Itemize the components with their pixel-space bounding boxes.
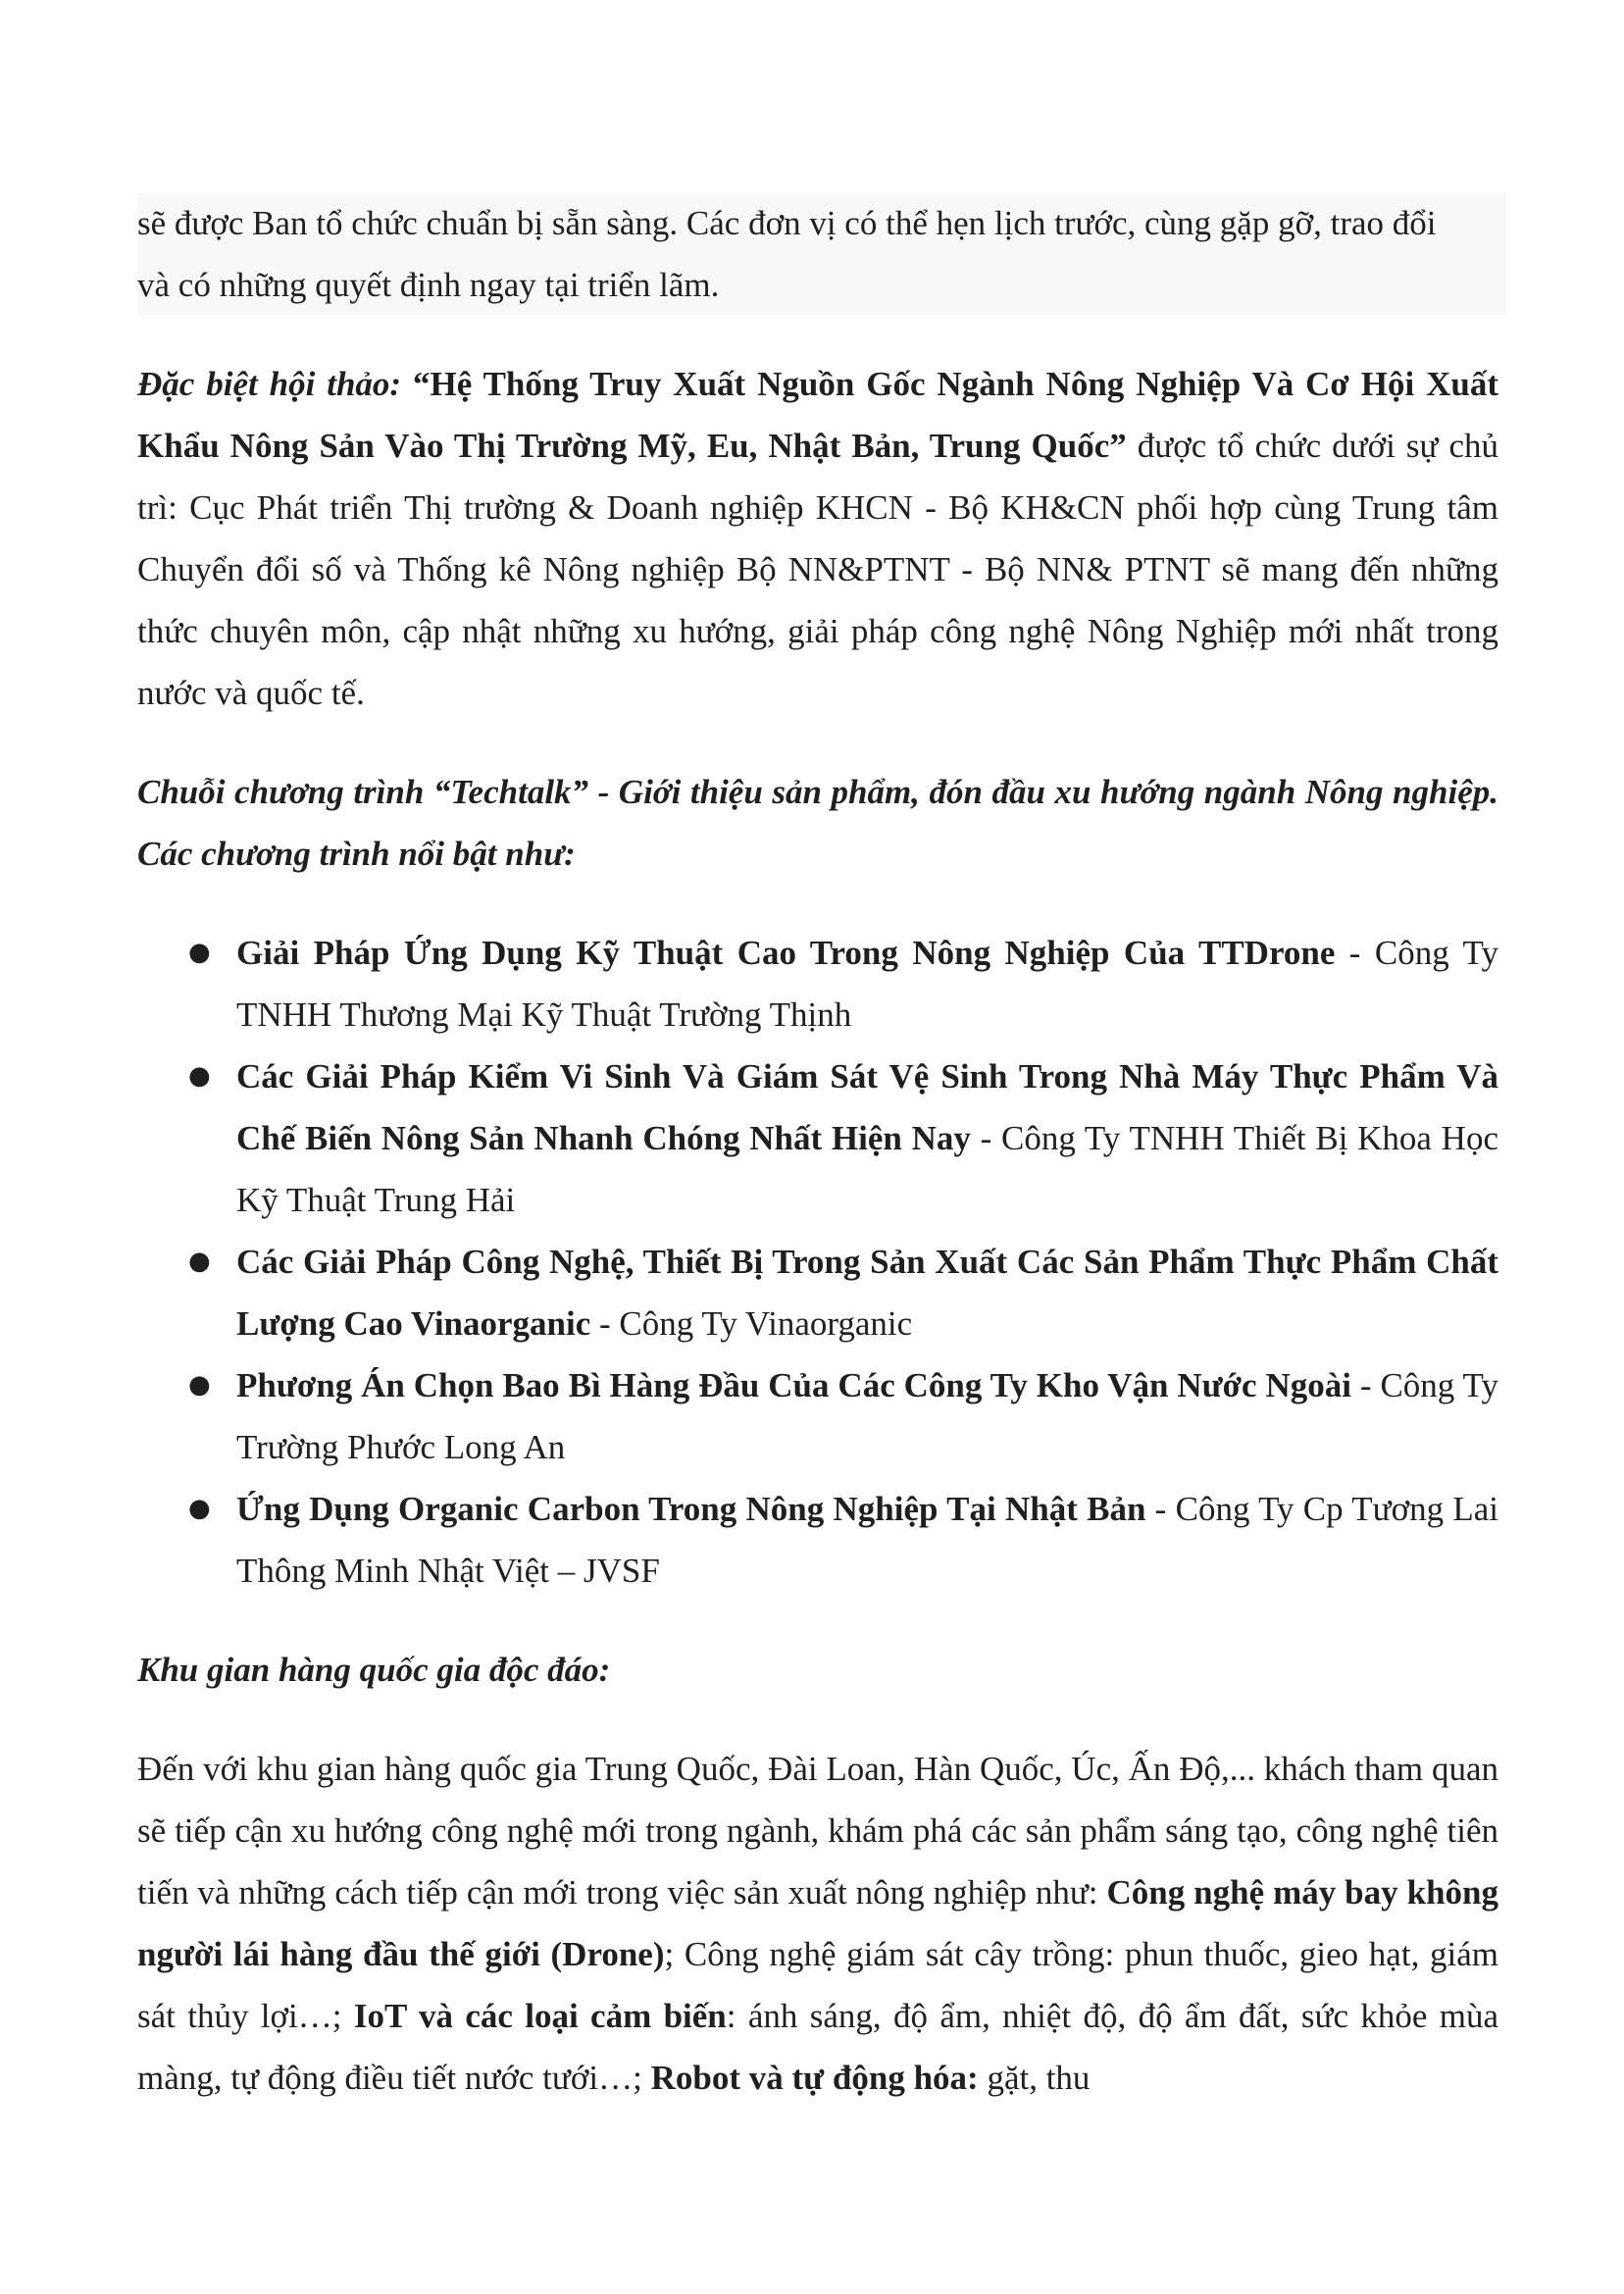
list-item xyxy=(137,1045,1498,1231)
program-title: Giải Pháp Ứng Dụng Kỹ Thuật Cao Trong Nông Nghiệp Của TTDrone xyxy=(236,934,1336,972)
list-item xyxy=(137,1478,1498,1602)
list-item xyxy=(137,1354,1498,1478)
intro-paragraph xyxy=(137,192,1506,316)
pavilion-text-2: ; Công nghệ giám sát cây trồng: phun thuốc, gieo hạt, giám sát thủy lợi…; xyxy=(137,1935,1498,2035)
program-company: - Công Ty Cp Tương Lai Thông Minh Nhật Việt – JVSF xyxy=(236,1490,1498,1590)
bullet-icon: ● xyxy=(188,1370,211,1400)
seminar-lead: Đặc biệt hội thảo: xyxy=(137,365,402,403)
intro-line-1: sẽ được Ban tổ chức chuẩn bị sẵn sàng. Các đơn vị có thể hẹn lịch trước, cùng gặp gỡ, trao đổi xyxy=(137,204,1437,242)
seminar-paragraph xyxy=(137,353,1498,724)
document-page xyxy=(137,192,1498,2109)
program-company: - Công Ty TNHH Thương Mại Kỹ Thuật Trường Thịnh xyxy=(236,934,1498,1034)
program-title: Các Giải Pháp Công Nghệ, Thiết Bị Trong Sản Xuất Các Sản Phẩm Thực Phẩm Chất Lượng Cao Vinaorganic xyxy=(236,1243,1498,1343)
program-list xyxy=(137,922,1498,1602)
pavilion-bold-drone: Công nghệ máy bay không người lái hàng đầu thế giới (Drone) xyxy=(137,1873,1498,1973)
list-item xyxy=(137,922,1498,1045)
pavilion-bold-iot: IoT và các loại cảm biến xyxy=(353,1997,727,2035)
intro-line-2: và có những quyết định ngay tại triển lãm. xyxy=(137,266,720,304)
techtalk-heading: Chuỗi chương trình “Techtalk” - Giới thiệu sản phẩm, đón đầu xu hướng ngành Nông nghiệp. Các chương trình nổi bật như: xyxy=(137,773,1498,873)
program-title: Các Giải Pháp Kiểm Vi Sinh Và Giám Sát Vệ Sinh Trong Nhà Máy Thực Phẩm Và Chế Biến Nông Sản Nhanh Chóng Nhất Hiện Nay xyxy=(236,1057,1498,1157)
program-title: Ứng Dụng Organic Carbon Trong Nông Nghiệp Tại Nhật Bản xyxy=(236,1490,1146,1528)
seminar-body: được tổ chức dưới sự chủ trì: Cục Phát triển Thị trường & Doanh nghiệp KHCN - Bộ KH&CN phối hợp cùng Trung tâm Chuyển đổi số và Thống kê Nông nghiệp Bộ NN&PTNT - Bộ NN& PTNT sẽ mang đến những thức chuyên môn, cập nhật những xu hướng, giải pháp công nghệ Nông Nghiệp mới nhất trong nước và quốc tế. xyxy=(137,427,1499,712)
bullet-icon: ● xyxy=(188,1247,211,1276)
program-company: - Công Ty Trường Phước Long An xyxy=(236,1366,1498,1466)
pavilion-bold-robot: Robot và tự động hóa: xyxy=(650,2059,979,2097)
bullet-icon: ● xyxy=(188,938,211,967)
pavilion-heading: Khu gian hàng quốc gia độc đáo: xyxy=(137,1651,611,1689)
list-item xyxy=(137,1231,1498,1354)
program-company: - Công Ty TNHH Thiết Bị Khoa Học Kỹ Thuật Trung Hải xyxy=(236,1119,1498,1219)
bullet-icon: ● xyxy=(188,1494,211,1523)
program-company: - Công Ty Vinaorganic xyxy=(590,1304,913,1343)
pavilion-text-1: Đến với khu gian hàng quốc gia Trung Quốc, Đài Loan, Hàn Quốc, Úc, Ấn Độ,... khách tham quan sẽ tiếp cận xu hướng công nghệ mới trong ngành, khám phá các sản phẩm sáng tạo, công nghệ tiên tiến và những cách tiếp cận mới trong việc sản xuất nông nghiệp như: xyxy=(137,1750,1498,1912)
pavilion-text-4: gặt, thu xyxy=(978,2059,1091,2097)
seminar-title: “Hệ Thống Truy Xuất Nguồn Gốc Ngành Nông Nghiệp Và Cơ Hội Xuất Khẩu Nông Sản Vào Thị Trường Mỹ, Eu, Nhật Bản, Trung Quốc” xyxy=(137,365,1499,465)
program-title: Phương Án Chọn Bao Bì Hàng Đầu Của Các Công Ty Kho Vận Nước Ngoài xyxy=(236,1366,1351,1404)
bullet-icon: ● xyxy=(188,1061,211,1091)
pavilion-paragraph xyxy=(137,1738,1498,2109)
pavilion-text-3: : ánh sáng, độ ẩm, nhiệt độ, độ ẩm đất, sức khỏe mùa màng, tự động điều tiết nước tưới…; xyxy=(137,1997,1498,2097)
